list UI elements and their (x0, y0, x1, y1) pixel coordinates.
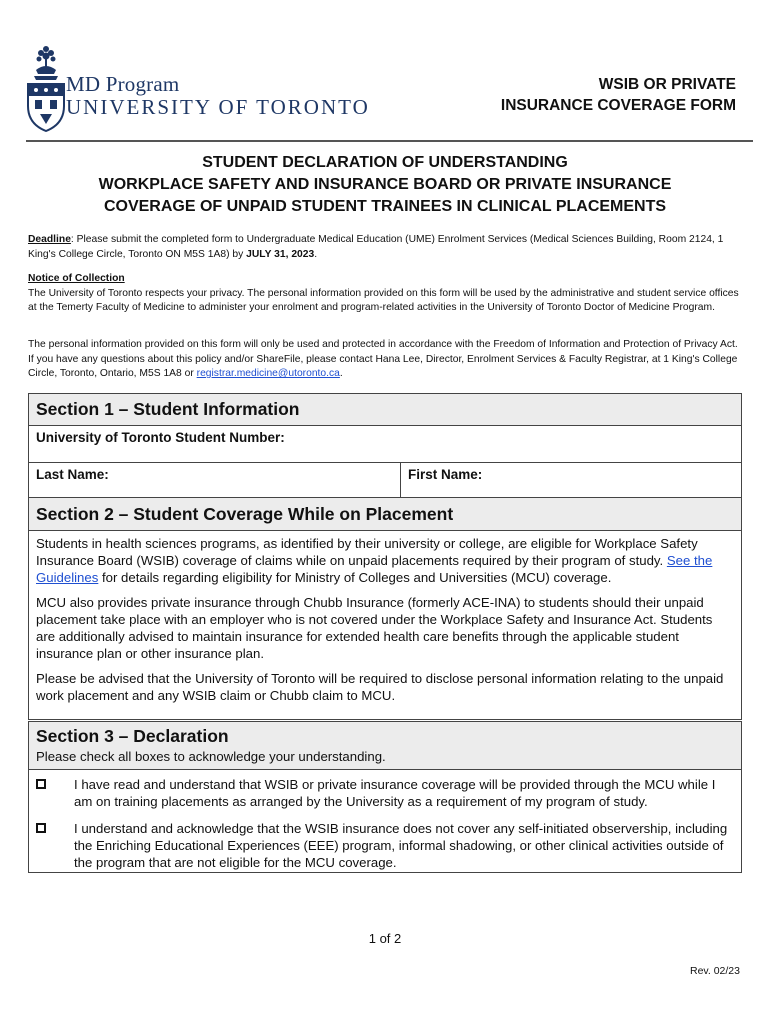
deadline-label: Deadline (28, 234, 71, 245)
section-2-paragraph: MCU also provides private insurance through Chubb Insurance (formerly ACE-INA) to students should their unpaid placement take place with an employer who is not covered under the Workplace Safety and Insurance Act. Students are additionally advised to maintain insurance for extended health care benefits through the applicable student insurance plan or other insurance plan. (36, 595, 713, 661)
title-line: STUDENT DECLARATION OF UNDERSTANDING (202, 154, 568, 171)
declaration-checkbox[interactable] (36, 823, 46, 833)
guidelines-link[interactable]: See the Guidelines (36, 553, 713, 585)
notice-paragraph-1: The University of Toronto respects your privacy. The personal information provided on this form will be used by the administrative and student service offices at the Temerty Faculty of Medicine to administer your enrolment and program-related activities in the University of Toronto Doctor of Medicine Program. (28, 287, 739, 313)
notice-of-collection (28, 272, 740, 316)
notice-paragraph-2 (28, 338, 740, 382)
section-3-header (29, 722, 741, 770)
first-name-field[interactable] (401, 463, 489, 498)
section-2-coverage (28, 497, 742, 720)
declaration-checkbox[interactable] (36, 779, 46, 789)
section-3-declaration (28, 721, 742, 873)
revision-label: Rev. 02/23 (689, 965, 740, 977)
notice-paragraph-2-end: . (339, 368, 343, 379)
deadline-end: . (314, 248, 318, 260)
last-name-label: Last Name: (36, 467, 109, 482)
first-name-label: First Name: (408, 467, 483, 482)
page-number: 1 of 2 (368, 931, 402, 946)
notice-paragraph-2-text: The personal information provided on this form will only be used and protected in accordance with the Freedom of Information and Protection of Privacy Act. If you have any questions about this policy and/or ShareFile, please contact Hana Lee, Director, Enrolment Services & Faculty Registrar, at 1 King's College Circle, Toronto, Ontario, M5S 1A8 or (28, 339, 738, 379)
section-1-heading: Section 1 – Student Information (29, 394, 741, 426)
section-2-p1-end: for details regarding eligibility for Ministry of Colleges and Universities (MCU) coverage. (98, 570, 612, 585)
section-3-subheading: Please check all boxes to acknowledge your understanding. (36, 749, 386, 764)
form-title-line: INSURANCE COVERAGE FORM (500, 97, 736, 114)
form-title (501, 74, 736, 116)
declaration-text: I have read and understand that WSIB or private insurance coverage will be provided through the MCU while I am on training placements as arranged by the University as a requirement of my program of study. (74, 777, 716, 809)
section-1-student-information (28, 393, 742, 498)
university-crest-icon (26, 44, 66, 132)
declaration-item (29, 770, 741, 814)
notice-heading: Notice of Collection (28, 273, 125, 284)
registrar-email-link[interactable]: registrar.medicine@utoronto.ca (196, 368, 340, 379)
deadline-date: JULY 31, 2023 (246, 248, 315, 260)
declaration-item (29, 814, 741, 875)
deadline-paragraph (28, 233, 740, 262)
section-2-heading: Section 2 – Student Coverage While on Placement (29, 498, 741, 531)
last-name-field[interactable] (29, 463, 401, 498)
form-title-line: WSIB OR PRIVATE (598, 76, 736, 93)
section-2-p1-text: Students in health sciences programs, as identified by their university or college, are eligible for Workplace Safety Insurance Board (WSIB) coverage of claims while on unpaid placements required by their program of study. (36, 536, 698, 568)
page-title (30, 152, 740, 218)
declaration-text: I understand and acknowledge that the WSIB insurance does not cover any self-initiated observership, including the Enriching Educational Experiences (EEE) program, informal shadowing, or other clinical activities outside of the program that are not eligible for the MCU coverage. (74, 821, 728, 870)
section-2-body (29, 531, 741, 704)
student-number-field[interactable] (29, 426, 741, 463)
logo-university-name: UNIVERSITY OF TORONTO (66, 95, 370, 119)
deadline-text: : Please submit the completed form to Undergraduate Medical Education (UME) Enrolment Services (Medical Sciences Building, Room 2124, 1 King's College Circle, Toronto ON M5S 1A8) by (28, 234, 724, 260)
university-logo (26, 44, 386, 136)
logo-program-name: MD Program (66, 72, 180, 96)
title-line: COVERAGE OF UNPAID STUDENT TRAINEES IN CLINICAL PLACEMENTS (103, 198, 667, 215)
student-number-label: University of Toronto Student Number: (36, 430, 285, 445)
header-divider (26, 140, 753, 142)
title-line: WORKPLACE SAFETY AND INSURANCE BOARD OR PRIVATE INSURANCE (98, 176, 672, 193)
section-2-paragraph (36, 535, 734, 586)
section-3-heading: Section 3 – Declaration (36, 726, 229, 746)
name-row (29, 463, 741, 498)
section-2-paragraph: Please be advised that the University of Toronto will be required to disclose personal information relating to the unpaid work placement and any WSIB claim or Chubb claim to MCU. (36, 671, 724, 703)
